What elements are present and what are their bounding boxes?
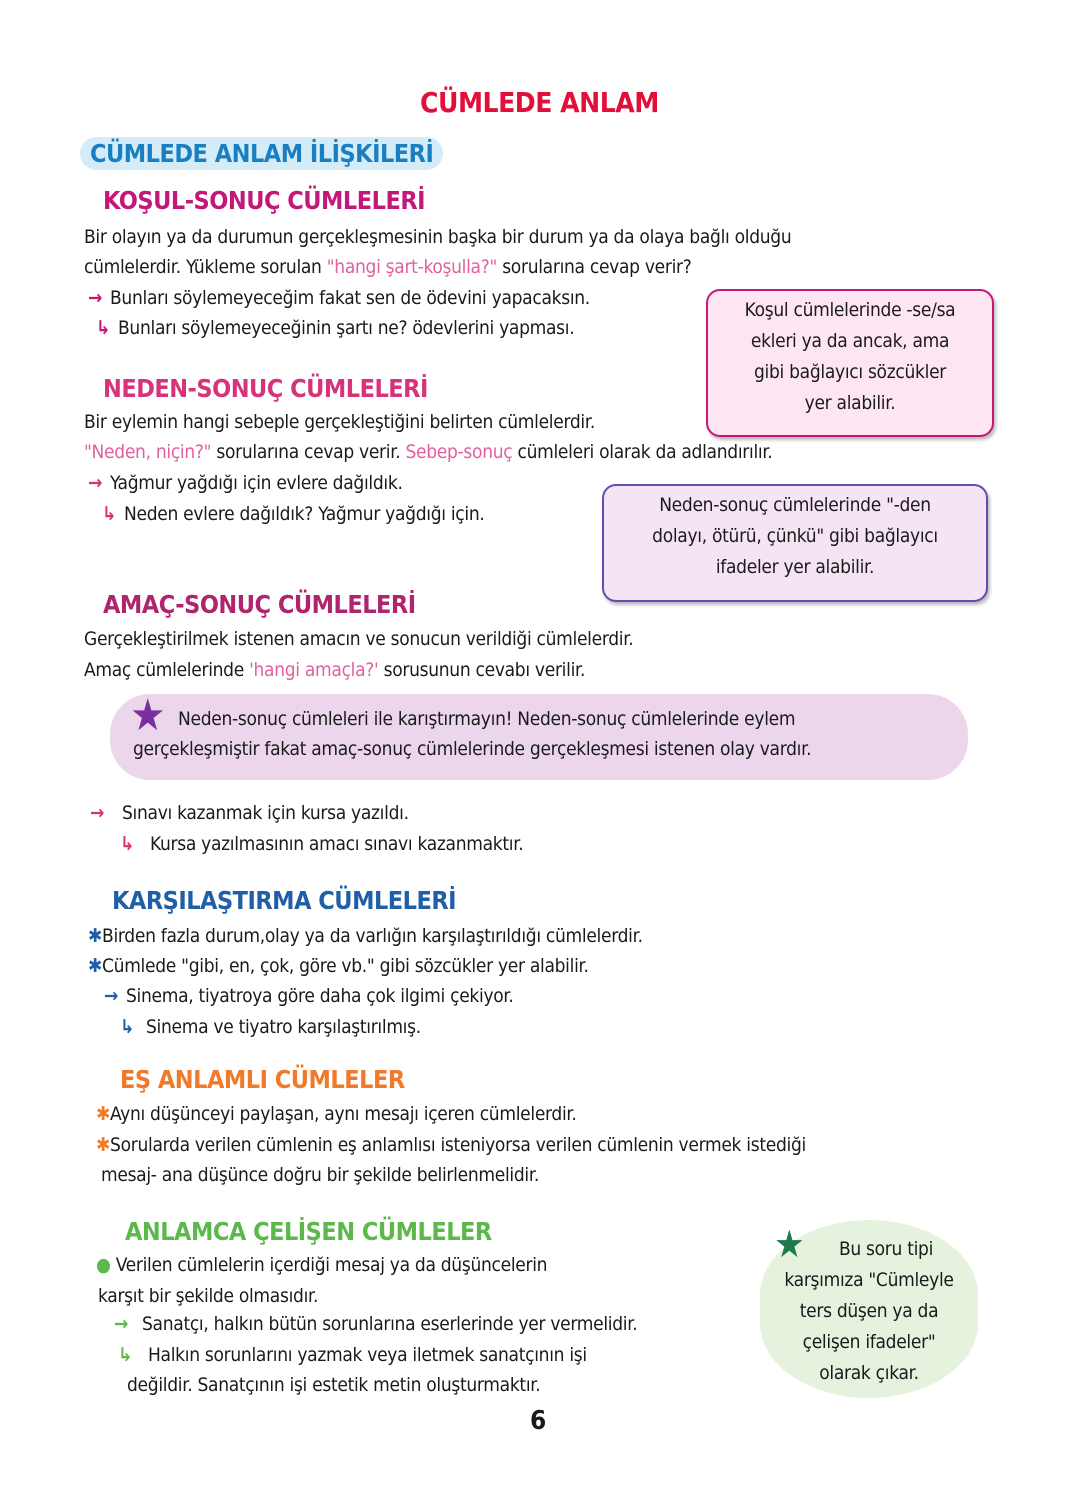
neden-heading: NEDEN-SONUÇ CÜMLELERİ bbox=[103, 374, 428, 403]
celisen-example-1 bbox=[114, 1309, 637, 1339]
amac-example-2 bbox=[120, 829, 523, 859]
star-icon: ★ bbox=[130, 690, 166, 741]
text: Amaç cümlelerinde bbox=[84, 659, 250, 681]
highlight: "Neden, niçin?" bbox=[84, 441, 212, 463]
bullet-icon: ● bbox=[96, 1254, 116, 1276]
celisen-heading: ANLAMCA ÇELİŞEN CÜMLELER bbox=[125, 1217, 492, 1246]
arrow-turn-icon: ↳ bbox=[96, 317, 111, 339]
note-line: ters düşen ya da bbox=[799, 1300, 939, 1322]
text: Aynı düşünceyi paylaşan, aynı mesajı içeren cümlelerdir. bbox=[110, 1103, 577, 1125]
arrow-right-icon: → bbox=[114, 1313, 129, 1335]
kosul-example-1 bbox=[88, 283, 590, 313]
celisen-bullet-1-cont: karşıt bir şekilde olmasıdır. bbox=[98, 1285, 319, 1307]
text: sorusunun cevabı verilir. bbox=[378, 659, 586, 681]
text: Birden fazla durum,olay ya da varlığın karşılaştırıldığı cümlelerdir. bbox=[102, 925, 643, 947]
kosul-def-2 bbox=[84, 252, 692, 282]
amac-def-1: Gerçekleştirilmek istenen amacın ve sonucun verildiği cümlelerdir. bbox=[84, 628, 634, 650]
arrow-right-icon: → bbox=[88, 472, 103, 494]
text: Bunları söylemeyeceğinin şartı ne? ödevlerini yapması. bbox=[118, 317, 575, 339]
neden-def-2 bbox=[84, 437, 772, 467]
page-number: 6 bbox=[530, 1406, 547, 1436]
text: Sanatçı, halkın bütün sorunlarına eserlerinde yer vermelidir. bbox=[142, 1313, 638, 1335]
celisen-example-2-cont: değildir. Sanatçının işi estetik metin oluşturmaktır. bbox=[127, 1374, 541, 1396]
amac-example-1 bbox=[90, 798, 409, 828]
text: Verilen cümlelerin içerdiği mesaj ya da düşüncelerin bbox=[115, 1254, 548, 1276]
note-line: ifadeler yer alabilir. bbox=[715, 556, 875, 578]
note-line: Koşul cümlelerinde -se/sa bbox=[744, 299, 956, 321]
asterisk-icon: ✱ bbox=[88, 955, 103, 977]
arrow-right-icon: → bbox=[104, 985, 119, 1007]
asterisk-icon: ✱ bbox=[96, 1103, 111, 1125]
arrow-turn-icon: ↳ bbox=[118, 1344, 133, 1366]
karsi-bullet-1 bbox=[88, 921, 643, 951]
text: Bunları söylemeyeceğim fakat sen de ödevini yapacaksın. bbox=[110, 287, 590, 309]
note-line: gibi bağlayıcı sözcükler bbox=[753, 361, 947, 383]
note-line: çelişen ifadeler" bbox=[802, 1331, 936, 1353]
text: Sinema ve tiyatro karşılaştırılmış. bbox=[146, 1016, 421, 1038]
arrow-turn-icon: ↳ bbox=[102, 503, 117, 525]
asterisk-icon: ✱ bbox=[96, 1134, 111, 1156]
highlight: "hangi şart-koşulla?" bbox=[326, 256, 498, 278]
kosul-heading: KOŞUL-SONUÇ CÜMLELERİ bbox=[103, 186, 426, 215]
arrow-right-icon: → bbox=[90, 802, 105, 824]
warning-line-2: gerçekleşmiştir fakat amaç-sonuç cümlelerinde gerçekleşmesi istenen olay vardır. bbox=[133, 738, 812, 760]
text: Sorularda verilen cümlenin eş anlamlısı isteniyorsa verilen cümlenin vermek istediği bbox=[110, 1134, 806, 1156]
text: sorularına cevap verir? bbox=[497, 256, 692, 278]
note-line: yer alabilir. bbox=[804, 392, 896, 414]
arrow-right-icon: → bbox=[88, 287, 103, 309]
page-title: CÜMLEDE ANLAM bbox=[420, 86, 659, 119]
arrow-turn-icon: ↳ bbox=[120, 833, 135, 855]
note-line: ekleri ya da ancak, ama bbox=[750, 330, 950, 352]
text: sorularına cevap verir. bbox=[211, 441, 406, 463]
text: cümlelerdir. Yükleme sorulan bbox=[84, 256, 327, 278]
kosul-def-1: Bir olayın ya da durumun gerçekleşmesinin başka bir durum ya da olaya bağlı olduğu bbox=[84, 226, 792, 248]
karsilastirma-heading: KARŞILAŞTIRMA CÜMLELERİ bbox=[112, 886, 457, 915]
karsi-example-1 bbox=[104, 981, 514, 1011]
highlight: Sebep-sonuç bbox=[405, 441, 513, 463]
amac-def-2 bbox=[84, 655, 585, 685]
text: Halkın sorunlarını yazmak veya iletmek sanatçının işi bbox=[148, 1344, 587, 1366]
highlight: 'hangi amaçla?' bbox=[249, 659, 379, 681]
celisen-example-2 bbox=[118, 1340, 587, 1370]
neden-example-2 bbox=[102, 499, 485, 529]
asterisk-icon: ✱ bbox=[88, 925, 103, 947]
note-line: olarak çıkar. bbox=[819, 1362, 919, 1384]
text: cümleleri olarak da adlandırılır. bbox=[512, 441, 773, 463]
section-title: CÜMLEDE ANLAM İLİŞKİLERİ bbox=[80, 137, 443, 170]
text: Kursa yazılmasının amacı sınavı kazanmaktır. bbox=[150, 833, 524, 855]
es-bullet-1 bbox=[96, 1099, 577, 1129]
amac-heading: AMAÇ-SONUÇ CÜMLELERİ bbox=[103, 590, 416, 619]
note-line: Neden-sonuç cümlelerinde "-den bbox=[659, 494, 931, 516]
karsi-bullet-2 bbox=[88, 951, 589, 981]
text: Cümlede "gibi, en, çok, göre vb." gibi sözcükler yer alabilir. bbox=[102, 955, 589, 977]
warning-line-1: Neden-sonuç cümleleri ile karıştırmayın! Neden-sonuç cümlelerinde eylem bbox=[178, 708, 796, 730]
kosul-example-2 bbox=[96, 313, 574, 343]
text: Neden evlere dağıldık? Yağmur yağdığı için. bbox=[124, 503, 485, 525]
neden-note bbox=[602, 484, 988, 602]
arrow-turn-icon: ↳ bbox=[120, 1016, 135, 1038]
text: Yağmur yağdığı için evlere dağıldık. bbox=[110, 472, 403, 494]
es-bullet-2 bbox=[96, 1130, 806, 1160]
karsi-example-2 bbox=[120, 1012, 421, 1042]
text: Sınavı kazanmak için kursa yazıldı. bbox=[122, 802, 409, 824]
es-bullet-2-cont: mesaj- ana düşünce doğru bir şekilde belirlenmelidir. bbox=[101, 1164, 539, 1186]
neden-def-1: Bir eylemin hangi sebeple gerçekleştiğini belirten cümlelerdir. bbox=[84, 411, 595, 433]
celisen-bullet-1 bbox=[96, 1250, 547, 1280]
note-line: karşımıza "Cümleyle bbox=[784, 1269, 954, 1291]
star-icon: ★ bbox=[774, 1222, 805, 1266]
kosul-note bbox=[706, 289, 994, 437]
es-anlamli-heading: EŞ ANLAMLI CÜMLELER bbox=[120, 1065, 405, 1094]
text: Sinema, tiyatroya göre daha çok ilgimi çekiyor. bbox=[126, 985, 514, 1007]
note-line: dolayı, ötürü, çünkü" gibi bağlayıcı bbox=[652, 525, 938, 547]
note-line: Bu soru tipi bbox=[838, 1238, 934, 1260]
neden-example-1 bbox=[88, 468, 403, 498]
